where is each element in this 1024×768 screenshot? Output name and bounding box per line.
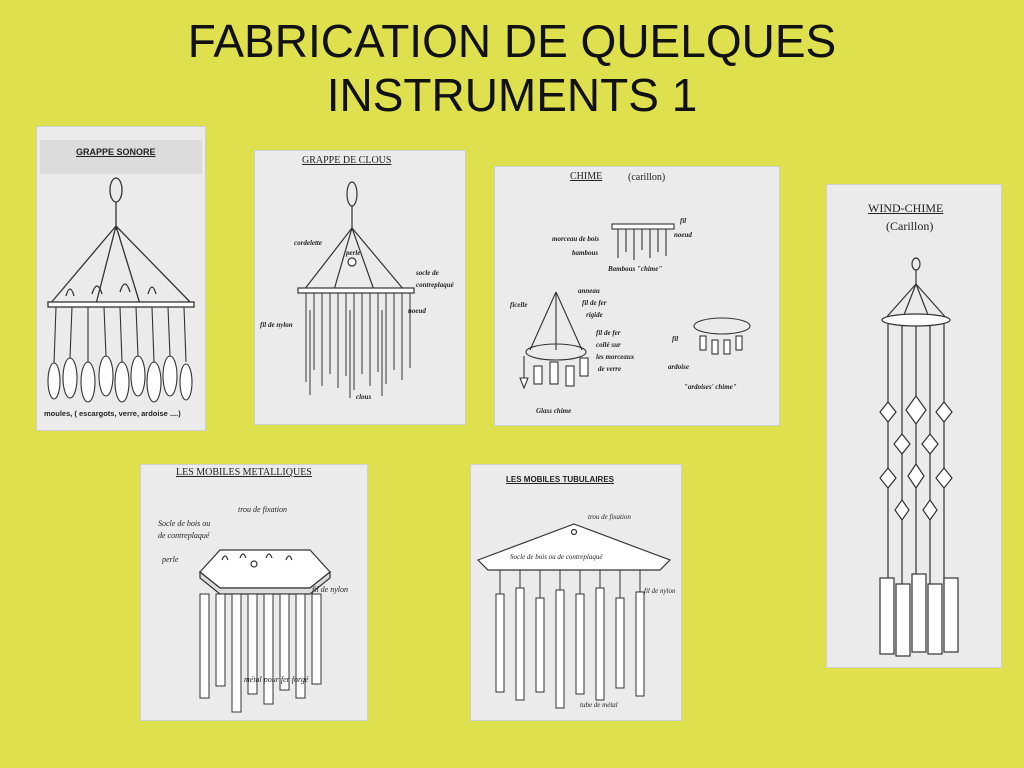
panel-wind-chime xyxy=(826,184,1002,668)
grappe-sonore-caption: moules, ( escargots, verre, ardoise ....) xyxy=(44,409,181,418)
chime-label-les-morceaux: les morceaux xyxy=(596,353,635,361)
label-socle-1: Socle de bois ou xyxy=(158,519,211,528)
chime-heading: CHIME xyxy=(570,171,603,182)
panel-mobiles-metalliques xyxy=(140,464,368,721)
mobiles-tubulaires-heading: LES MOBILES TUBULAIRES xyxy=(506,475,615,484)
chime-label-ardoises-chime: "ardoises' chime" xyxy=(684,383,737,391)
title-line-1: FABRICATION DE QUELQUES xyxy=(187,15,837,67)
wind-chime-drawing xyxy=(826,184,1002,668)
chime-label-morceau-bois: morceau de bois xyxy=(552,235,600,243)
chime-label-bambous: bambous xyxy=(572,249,599,257)
chime-label-bambous-chime: Bambous "chime" xyxy=(608,265,663,273)
title-line-2: INSTRUMENTS 1 xyxy=(326,69,698,121)
panel-chime xyxy=(494,166,780,426)
chime-label-fil-fer-2: fil de fer xyxy=(596,329,621,337)
mobiles-metalliques-heading: LES MOBILES METALLIQUES xyxy=(176,467,312,478)
slide-title xyxy=(0,14,1024,122)
grappe-sonore-heading: GRAPPE SONORE xyxy=(76,147,156,157)
wind-chime-heading: WIND-CHIME xyxy=(868,201,944,215)
label-clous: clous xyxy=(356,393,372,401)
chime-label-ardoise: ardoise xyxy=(668,363,689,371)
chime-label-glass-chime: Glass chime xyxy=(536,407,572,415)
label-fil-nylon: fil de nylon xyxy=(260,321,293,329)
label-socle: socle de xyxy=(416,269,439,277)
label-noeud: noeud xyxy=(408,307,426,315)
chime-drawing xyxy=(494,166,780,426)
label-fil-nylon: fil de nylon xyxy=(312,585,348,594)
label-socle-tube: Socle de bois ou de contreplaqué xyxy=(510,553,603,561)
chime-label-ficelle: ficelle xyxy=(510,301,528,309)
chime-label-anneau: anneau xyxy=(578,287,600,295)
chime-label-de-verre: de verre xyxy=(598,365,622,373)
label-trou-fixation-tube: trou de fixation xyxy=(588,513,631,521)
label-perle: perle xyxy=(162,555,179,564)
chime-label-colle-sur: collé sur xyxy=(596,341,621,349)
chime-label-fil-2: fil xyxy=(672,335,679,343)
label-fil-nylon-tube: fil de nylon xyxy=(644,587,676,595)
grappe-clous-heading: GRAPPE DE CLOUS xyxy=(302,155,392,166)
chime-label-noeud: noeud xyxy=(674,231,692,239)
chime-label-fil-fer: fil de fer xyxy=(582,299,607,307)
label-trou-fixation: trou de fixation xyxy=(238,505,288,514)
chime-label-fil: fil xyxy=(680,217,687,225)
grappe-sonore-drawing xyxy=(36,126,206,431)
panel-grappe-clous xyxy=(254,150,466,425)
wind-chime-subheading: (Carillon) xyxy=(886,219,934,233)
label-tube-metal: tube de métal xyxy=(580,701,618,709)
chime-subheading: (carillon) xyxy=(628,172,666,183)
panel-grappe-sonore xyxy=(36,126,206,431)
label-metal: métal pour fer forgé xyxy=(244,675,309,684)
label-contreplaque: contreplaqué xyxy=(416,281,454,289)
panel-mobiles-tubulaires xyxy=(470,464,682,721)
chime-label-rigide: rigide xyxy=(586,311,603,319)
label-perle: perle xyxy=(346,249,361,257)
label-socle-2: de contreplaqué xyxy=(158,531,210,540)
label-cordelette: cordelette xyxy=(294,239,322,247)
